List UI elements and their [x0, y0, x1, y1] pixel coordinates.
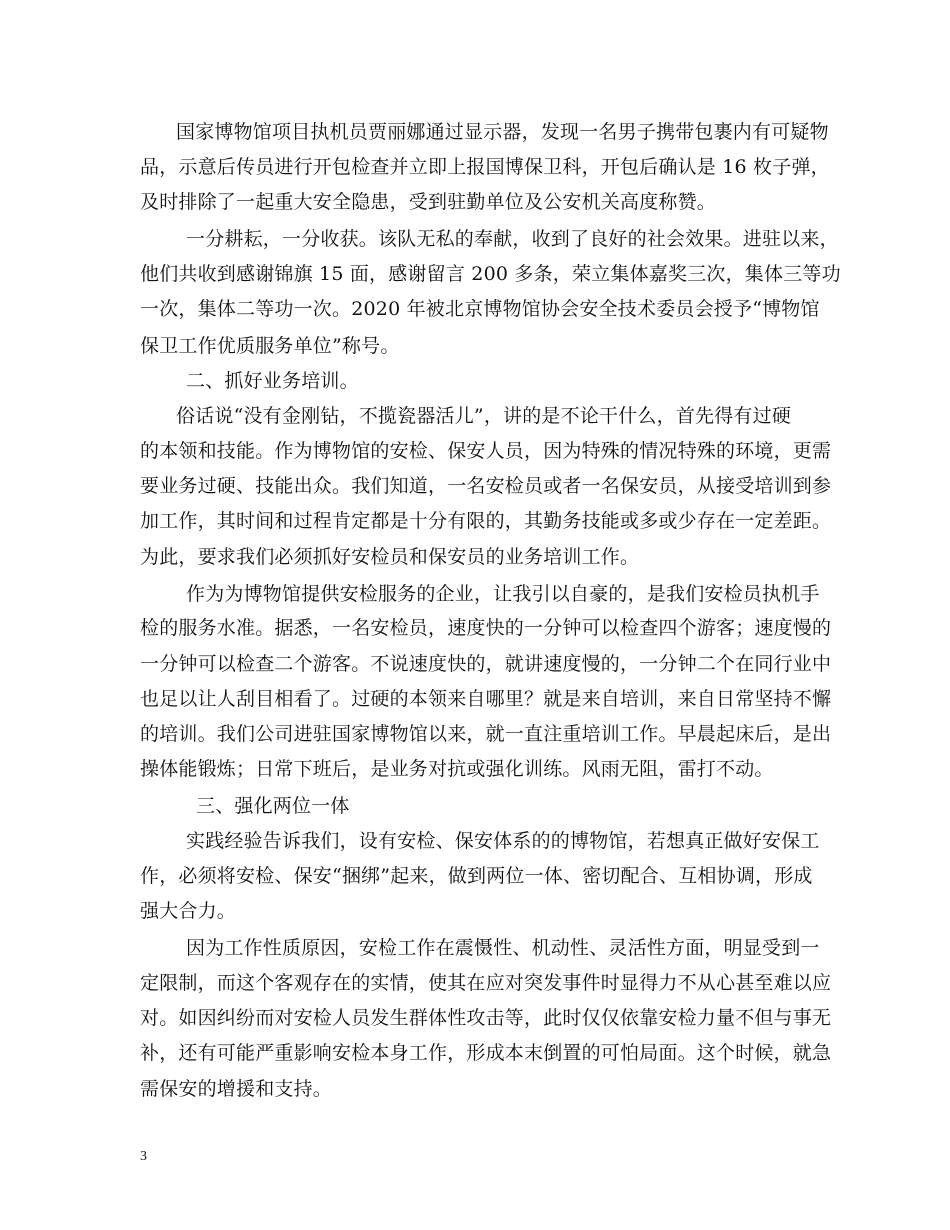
body-text-line: 及时排除了一起重大安全隐患，受到驻勤单位及公安机关高度称赞。 — [140, 191, 717, 213]
body-text-line: 的培训。我们公司进驻国家博物馆以来，就一直注重培训工作。早晨起床后，是出 — [140, 723, 832, 745]
body-text-line: 一次，集体二等功一次。2020 年被北京博物馆协会安全技术委员会授予“博物馆 — [140, 298, 820, 320]
body-text-line: 操体能锻炼；日常下班后，是业务对抗或强化训练。风雨无阻，雷打不动。 — [140, 758, 774, 780]
body-text-line: 检的服务水准。据悉，一名安检员，速度快的一分钟可以检查四个游客；速度慢的 — [140, 617, 832, 639]
section-heading: 二、抓好业务培训。 — [186, 370, 359, 392]
body-text-line: 因为工作性质原因，安检工作在震慑性、机动性、灵活性方面，明显受到一 — [186, 937, 820, 959]
body-text-line: 一分钟可以检查二个游客。不说速度快的，就讲速度慢的，一分钟二个在同行业中 — [140, 653, 832, 675]
body-text-line: 对。如因纠纷而对安检人员发生群体性攻击等，此时仅仅依靠安检力量不但与事无 — [140, 1007, 832, 1029]
body-text-line: 补，还有可能严重影响安检本身工作，形成本末倒置的可怕局面。这个时候，就急 — [140, 1042, 832, 1064]
body-text-line: 他们共收到感谢锦旗 15 面，感谢留言 200 多条，荣立集体嘉奖三次，集体三等功 — [140, 263, 841, 285]
body-text-line: 作为为博物馆提供安检服务的企业，让我引以自豪的，是我们安检员执机手 — [186, 583, 820, 605]
body-text-line: 俗话说“没有金刚钻，不揽瓷器活儿”，讲的是不论干什么，首先得有过硬 — [176, 405, 792, 427]
body-text-line: 品，示意后传员进行开包检查并立即上报国博保卫科，开包后确认是 16 枚子弹， — [140, 156, 830, 178]
body-text-line: 实践经验告诉我们，设有安检、保安体系的的博物馆，若想真正做好安保工 — [186, 830, 820, 852]
body-text-line: 国家博物馆项目执机员贾丽娜通过显示器，发现一名男子携带包裹内有可疑物 — [176, 121, 829, 143]
body-text-line: 一分耕耘，一分收获。该队无私的奉献，收到了良好的社会效果。进驻以来， — [186, 228, 839, 250]
body-text-line: 需保安的增援和支持。 — [140, 1078, 333, 1100]
body-text-line: 也足以让人刮目相看了。过硬的本领来自哪里？就是来自培训，来自日常坚持不懈 — [140, 688, 832, 710]
body-text-line: 定限制，而这个客观存在的实情，使其在应对突发事件时显得力不从心甚至难以应 — [140, 972, 832, 994]
body-text-line: 的本领和技能。作为博物馆的安检、保安人员，因为特殊的情况特殊的环境，更需 — [140, 440, 832, 462]
body-text-line: 要业务过硬、技能出众。我们知道，一名安检员或者一名保安员，从接受培训到参 — [140, 475, 832, 497]
body-text-line: 加工作，其时间和过程肯定都是十分有限的，其勤务技能或多或少存在一定差距。 — [140, 510, 832, 532]
body-text-line: 作，必须将安检、保安“捆绑”起来，做到两位一体、密切配合、互相协调，形成 — [140, 865, 813, 887]
body-text-line: 强大合力。 — [140, 900, 237, 922]
section-heading: 三、强化两位一体 — [196, 795, 350, 817]
page-number: 3 — [140, 1149, 147, 1164]
body-text-line: 为此，要求我们必须抓好安检员和保安员的业务培训工作。 — [140, 546, 640, 568]
body-text-line: 保卫工作优质服务单位”称号。 — [140, 335, 400, 357]
